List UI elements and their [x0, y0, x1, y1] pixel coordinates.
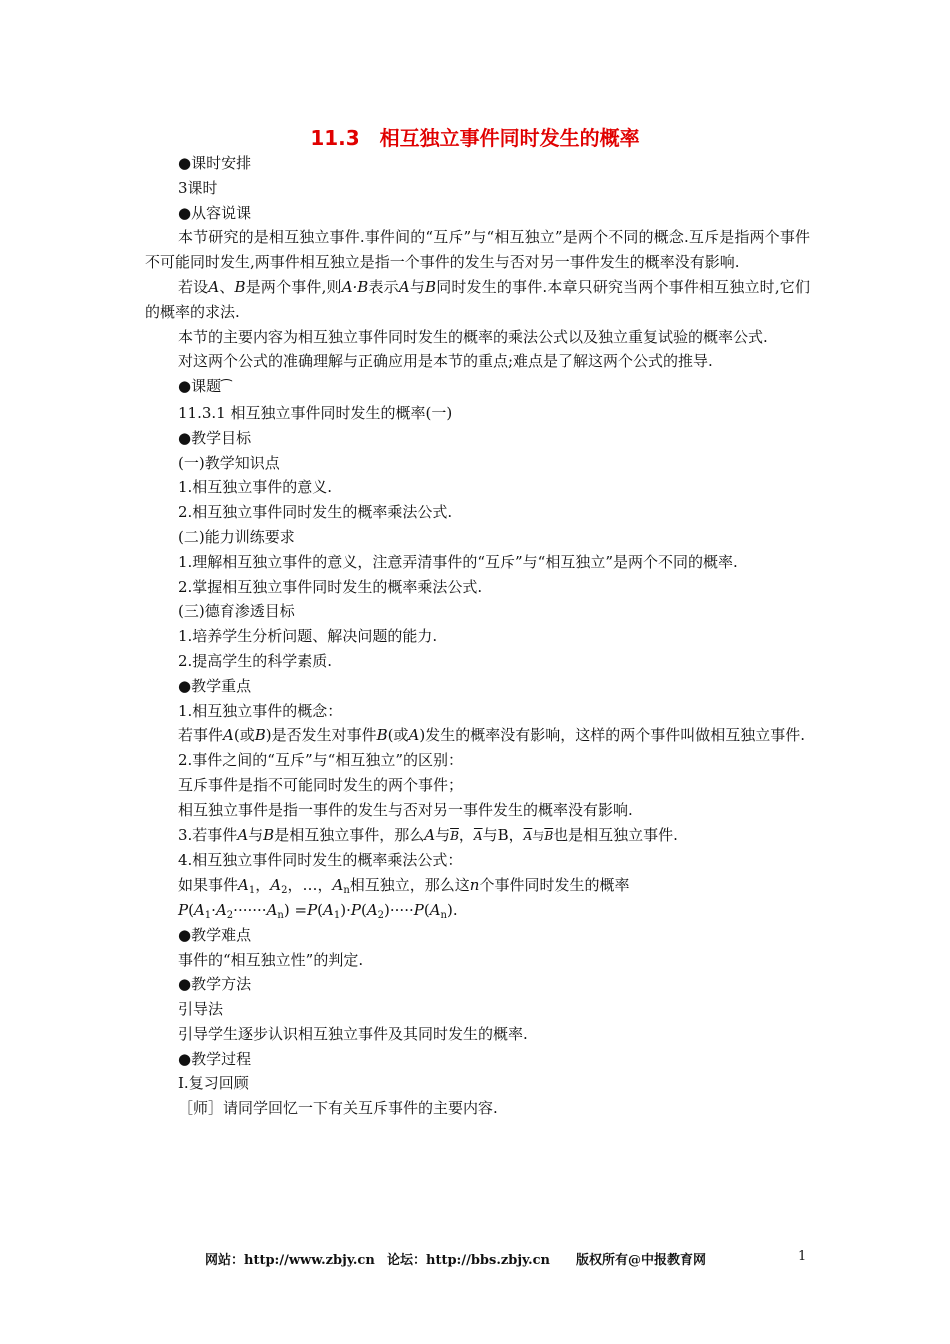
document-body — [145, 151, 810, 1121]
footer-website: 网站：http://www.zbjy.cn — [205, 1253, 375, 1268]
text-line: 引导法 — [178, 1000, 224, 1019]
page-footer — [0, 1249, 950, 1269]
paragraph: 本节的主要内容为相互独立事件同时发生的概率的乘法公式以及独立重复试验的概率公式. — [178, 327, 768, 346]
text-line: 3课时 — [178, 178, 218, 197]
paragraph: 本节研究的是相互独立事件.事件间的“互斥”与“相互独立”是两个不同的概念.互斥是指两个事件不可能同时发生,两事件相互独立是指一个事件的发生与否对另一事件发生的概率没有影响. — [145, 228, 810, 272]
text-line: 4.相互独立事件同时发生的概率乘法公式： — [178, 851, 463, 870]
page-title: 11.3 相互独立事件同时发生的概率 — [310, 126, 640, 150]
text-line: 3.若事件A与B是相互独立事件，那么A与$\overline{B}$，$\overline{A}$与B，$\overline{A}$与$\overline{B}$也是相互独立事件. — [178, 825, 678, 844]
page-number: 1 — [798, 1249, 807, 1264]
section-heading-method: ●教学方法 — [178, 975, 252, 994]
section-heading-lecture: ●从容说课 — [178, 203, 252, 222]
text-line: (三)德育渗透目标 — [178, 602, 295, 621]
text-line: ［师］请同学回忆一下有关互斥事件的主要内容. — [178, 1099, 498, 1118]
text-line: 11.3.1 相互独立事件同时发生的概率(一) — [178, 403, 453, 422]
text-line: 1.相互独立事件的意义. — [178, 478, 333, 497]
paragraph: 1.理解相互独立事件的意义，注意弄清事件的“互斥”与“相互独立”是两个不同的概率. — [178, 552, 738, 571]
paragraph: 若事件A(或B)是否发生对事件B(或A)发生的概率没有影响，这样的两个事件叫做相互独立事件. — [178, 726, 805, 745]
section-heading-key-points: ●教学重点 — [178, 676, 252, 695]
formula-line: $P(A_1\cdot A_2\cdot\cdot\cdot\cdot\cdot\cdot\cdot A_n) =P(A_1)\cdot P(A_2)\cdot\cdot\cdot\cdot\cdot P(A_n)$. — [178, 900, 458, 921]
section-heading-goals: ●教学目标 — [178, 428, 252, 447]
text-line: 相互独立事件是指一事件的发生与否对另一事件发生的概率没有影响. — [178, 800, 633, 819]
text-line: 1.培养学生分析问题、解决问题的能力. — [178, 627, 438, 646]
text-line: 事件的“相互独立性”的判定. — [178, 950, 364, 969]
text-line: 2.事件之间的“互斥”与“相互独立”的区别： — [178, 751, 463, 770]
text-line: 如果事件$A_1$，$A_2$，…，$A_n$相互独立，那么这n个事件同时发生的概率 — [178, 876, 630, 897]
footer-copyright: 版权所有@中报教育网 — [576, 1253, 707, 1268]
text-line: Ⅰ.复习回顾 — [178, 1074, 249, 1093]
text-line: 引导学生逐步认识相互独立事件及其同时发生的概率. — [178, 1024, 528, 1043]
text-line: (二)能力训练要求 — [178, 527, 295, 546]
text-line: 互斥事件是指不可能同时发生的两个事件； — [178, 775, 464, 794]
section-heading-topic: ●课题⁀ — [178, 377, 232, 396]
paragraph: 对这两个公式的准确理解与正确应用是本节的重点;难点是了解这两个公式的推导. — [178, 352, 713, 371]
section-heading-difficulty: ●教学难点 — [178, 925, 252, 944]
text-line: (一)教学知识点 — [178, 453, 280, 472]
section-heading-schedule: ●课时安排 — [178, 154, 252, 172]
text-line: 1.相互独立事件的概念： — [178, 701, 343, 720]
section-heading-process: ●教学过程 — [178, 1049, 252, 1068]
footer-forum: 论坛：http://bbs.zbjy.cn — [387, 1253, 551, 1268]
text-line: 2.掌握相互独立事件同时发生的概率乘法公式. — [178, 577, 483, 596]
text-line: 2.提高学生的科学素质. — [178, 651, 333, 670]
text-line: 2.相互独立事件同时发生的概率乘法公式. — [178, 503, 453, 522]
topic-mark: ⁀ — [221, 380, 232, 396]
paragraph: 若设A、B是两个事件,则A·B表示A与B同时发生的事件.本章只研究当两个事件相互独立时,它们的概率的求法. — [145, 277, 810, 321]
